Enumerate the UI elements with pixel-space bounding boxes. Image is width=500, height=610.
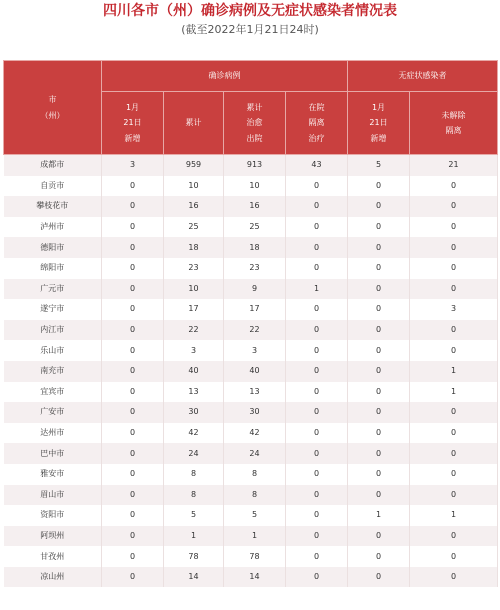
value-cell: 40 (164, 361, 224, 382)
city-name-cell: 德阳市 (4, 237, 102, 258)
value-cell: 0 (348, 299, 410, 320)
city-name-cell: 凉山州 (4, 567, 102, 588)
value-cell: 18 (164, 237, 224, 258)
col-header-confirmed-total: 累计 (164, 92, 224, 155)
value-cell: 42 (224, 423, 286, 444)
value-cell: 10 (224, 176, 286, 197)
value-cell: 0 (286, 217, 348, 238)
value-cell: 0 (348, 258, 410, 279)
table-row (4, 567, 498, 588)
value-cell: 24 (224, 443, 286, 464)
value-cell: 8 (224, 464, 286, 485)
table-row (4, 155, 498, 176)
table-body (4, 155, 498, 588)
value-cell: 1 (410, 382, 498, 403)
value-cell: 0 (102, 237, 164, 258)
value-cell: 0 (348, 176, 410, 197)
value-cell: 13 (224, 382, 286, 403)
value-cell: 0 (348, 196, 410, 217)
table-row (4, 299, 498, 320)
asymptomatic-group-header: 无症状感染者 (348, 61, 498, 92)
value-cell: 5 (348, 155, 410, 176)
value-cell: 3 (224, 340, 286, 361)
value-cell: 42 (164, 423, 224, 444)
value-cell: 8 (224, 485, 286, 506)
value-cell: 78 (164, 546, 224, 567)
value-cell: 0 (286, 340, 348, 361)
table-row (4, 546, 498, 567)
city-header (4, 61, 102, 155)
value-cell: 0 (348, 217, 410, 238)
value-cell: 18 (224, 237, 286, 258)
value-cell: 0 (286, 196, 348, 217)
value-cell: 0 (410, 217, 498, 238)
value-cell: 0 (286, 443, 348, 464)
city-name-cell: 成都市 (4, 155, 102, 176)
table-row (4, 505, 498, 526)
value-cell: 959 (164, 155, 224, 176)
value-cell: 3 (410, 299, 498, 320)
city-name-cell: 巴中市 (4, 443, 102, 464)
table-row (4, 423, 498, 444)
value-cell: 0 (410, 340, 498, 361)
col-header-hospitalized: 在院 隔离 治疗 (286, 92, 348, 155)
value-cell: 22 (224, 320, 286, 341)
value-cell: 0 (102, 176, 164, 197)
table-row (4, 196, 498, 217)
value-cell: 8 (164, 464, 224, 485)
value-cell: 14 (224, 567, 286, 588)
value-cell: 9 (224, 279, 286, 300)
value-cell: 0 (286, 382, 348, 403)
city-name-cell: 攀枝花市 (4, 196, 102, 217)
value-cell: 0 (410, 258, 498, 279)
value-cell: 0 (286, 299, 348, 320)
value-cell: 3 (164, 340, 224, 361)
value-cell: 0 (348, 423, 410, 444)
value-cell: 0 (102, 546, 164, 567)
value-cell: 0 (102, 340, 164, 361)
value-cell: 0 (286, 176, 348, 197)
value-cell: 0 (286, 546, 348, 567)
col-header-confirmed-new: 1月 21日 新增 (102, 92, 164, 155)
value-cell: 0 (102, 567, 164, 588)
city-name-cell: 广元市 (4, 279, 102, 300)
value-cell: 0 (410, 320, 498, 341)
value-cell: 0 (348, 464, 410, 485)
value-cell: 17 (164, 299, 224, 320)
value-cell: 0 (410, 176, 498, 197)
table-row (4, 258, 498, 279)
value-cell: 25 (224, 217, 286, 238)
value-cell: 913 (224, 155, 286, 176)
value-cell: 0 (102, 279, 164, 300)
value-cell: 0 (102, 258, 164, 279)
value-cell: 0 (102, 196, 164, 217)
value-cell: 1 (410, 361, 498, 382)
value-cell: 40 (224, 361, 286, 382)
value-cell: 0 (410, 402, 498, 423)
value-cell: 14 (164, 567, 224, 588)
value-cell: 23 (164, 258, 224, 279)
city-name-cell: 南充市 (4, 361, 102, 382)
value-cell: 0 (410, 443, 498, 464)
city-name-cell: 遂宁市 (4, 299, 102, 320)
value-cell: 23 (224, 258, 286, 279)
table-row (4, 176, 498, 197)
value-cell: 0 (102, 464, 164, 485)
value-cell: 0 (102, 382, 164, 403)
table-row (4, 443, 498, 464)
value-cell: 24 (164, 443, 224, 464)
value-cell: 30 (224, 402, 286, 423)
city-name-cell: 达州市 (4, 423, 102, 444)
city-name-cell: 雅安市 (4, 464, 102, 485)
value-cell: 0 (410, 485, 498, 506)
value-cell: 16 (224, 196, 286, 217)
value-cell: 0 (410, 526, 498, 547)
table-row (4, 526, 498, 547)
value-cell: 0 (410, 567, 498, 588)
value-cell: 0 (102, 299, 164, 320)
value-cell: 0 (286, 320, 348, 341)
value-cell: 0 (410, 279, 498, 300)
confirmed-group-header: 确诊病例 (102, 61, 348, 92)
city-name-cell: 内江市 (4, 320, 102, 341)
value-cell: 0 (348, 279, 410, 300)
value-cell: 1 (410, 505, 498, 526)
table-row (4, 340, 498, 361)
table-row (4, 464, 498, 485)
value-cell: 1 (224, 526, 286, 547)
value-cell: 13 (164, 382, 224, 403)
value-cell: 8 (164, 485, 224, 506)
value-cell: 0 (102, 402, 164, 423)
col-header-asymptomatic-new: 1月 21日 新增 (348, 92, 410, 155)
value-cell: 0 (102, 505, 164, 526)
value-cell: 0 (348, 237, 410, 258)
value-cell: 0 (286, 402, 348, 423)
value-cell: 0 (410, 464, 498, 485)
city-name-cell: 甘孜州 (4, 546, 102, 567)
value-cell: 22 (164, 320, 224, 341)
value-cell: 0 (348, 546, 410, 567)
value-cell: 0 (102, 423, 164, 444)
value-cell: 0 (102, 485, 164, 506)
value-cell: 10 (164, 176, 224, 197)
value-cell: 0 (348, 320, 410, 341)
value-cell: 0 (348, 402, 410, 423)
value-cell: 5 (224, 505, 286, 526)
value-cell: 17 (224, 299, 286, 320)
value-cell: 0 (102, 443, 164, 464)
col-header-asymptomatic-isolation: 未解除 隔离 (410, 92, 498, 155)
value-cell: 0 (286, 423, 348, 444)
value-cell: 21 (410, 155, 498, 176)
value-cell: 0 (348, 485, 410, 506)
value-cell: 1 (286, 279, 348, 300)
city-header-label: 市 （州） (40, 95, 65, 120)
col-header-recovered: 累计 治愈 出院 (224, 92, 286, 155)
city-name-cell: 眉山市 (4, 485, 102, 506)
city-name-cell: 自贡市 (4, 176, 102, 197)
page-title: 四川各市（州）确诊病例及无症状感染者情况表 (103, 3, 397, 19)
value-cell: 0 (348, 443, 410, 464)
value-cell: 0 (410, 196, 498, 217)
value-cell: 0 (410, 237, 498, 258)
value-cell: 0 (286, 485, 348, 506)
value-cell: 1 (348, 505, 410, 526)
city-name-cell: 绵阳市 (4, 258, 102, 279)
table-row (4, 361, 498, 382)
value-cell: 0 (286, 505, 348, 526)
value-cell: 0 (102, 320, 164, 341)
value-cell: 78 (224, 546, 286, 567)
value-cell: 25 (164, 217, 224, 238)
city-name-cell: 广安市 (4, 402, 102, 423)
value-cell: 0 (348, 361, 410, 382)
value-cell: 0 (286, 237, 348, 258)
value-cell: 0 (286, 567, 348, 588)
value-cell: 0 (102, 361, 164, 382)
value-cell: 0 (410, 546, 498, 567)
value-cell: 16 (164, 196, 224, 217)
page-subtitle: (截至2022年1月21日24时) (181, 23, 319, 36)
value-cell: 3 (102, 155, 164, 176)
value-cell: 0 (348, 567, 410, 588)
value-cell: 43 (286, 155, 348, 176)
city-name-cell: 宜宾市 (4, 382, 102, 403)
city-name-cell: 资阳市 (4, 505, 102, 526)
value-cell: 0 (348, 340, 410, 361)
table-row (4, 382, 498, 403)
value-cell: 0 (286, 464, 348, 485)
table-row (4, 320, 498, 341)
table-row (4, 217, 498, 238)
value-cell: 0 (286, 526, 348, 547)
table-row (4, 402, 498, 423)
city-name-cell: 乐山市 (4, 340, 102, 361)
table-row (4, 485, 498, 506)
value-cell: 0 (286, 361, 348, 382)
value-cell: 0 (102, 217, 164, 238)
value-cell: 0 (348, 526, 410, 547)
value-cell: 0 (348, 382, 410, 403)
table-row (4, 279, 498, 300)
cases-table (3, 60, 498, 587)
value-cell: 0 (286, 258, 348, 279)
city-name-cell: 泸州市 (4, 217, 102, 238)
table-row (4, 237, 498, 258)
value-cell: 1 (164, 526, 224, 547)
value-cell: 0 (102, 526, 164, 547)
city-name-cell: 阿坝州 (4, 526, 102, 547)
value-cell: 0 (410, 423, 498, 444)
value-cell: 5 (164, 505, 224, 526)
value-cell: 10 (164, 279, 224, 300)
value-cell: 30 (164, 402, 224, 423)
